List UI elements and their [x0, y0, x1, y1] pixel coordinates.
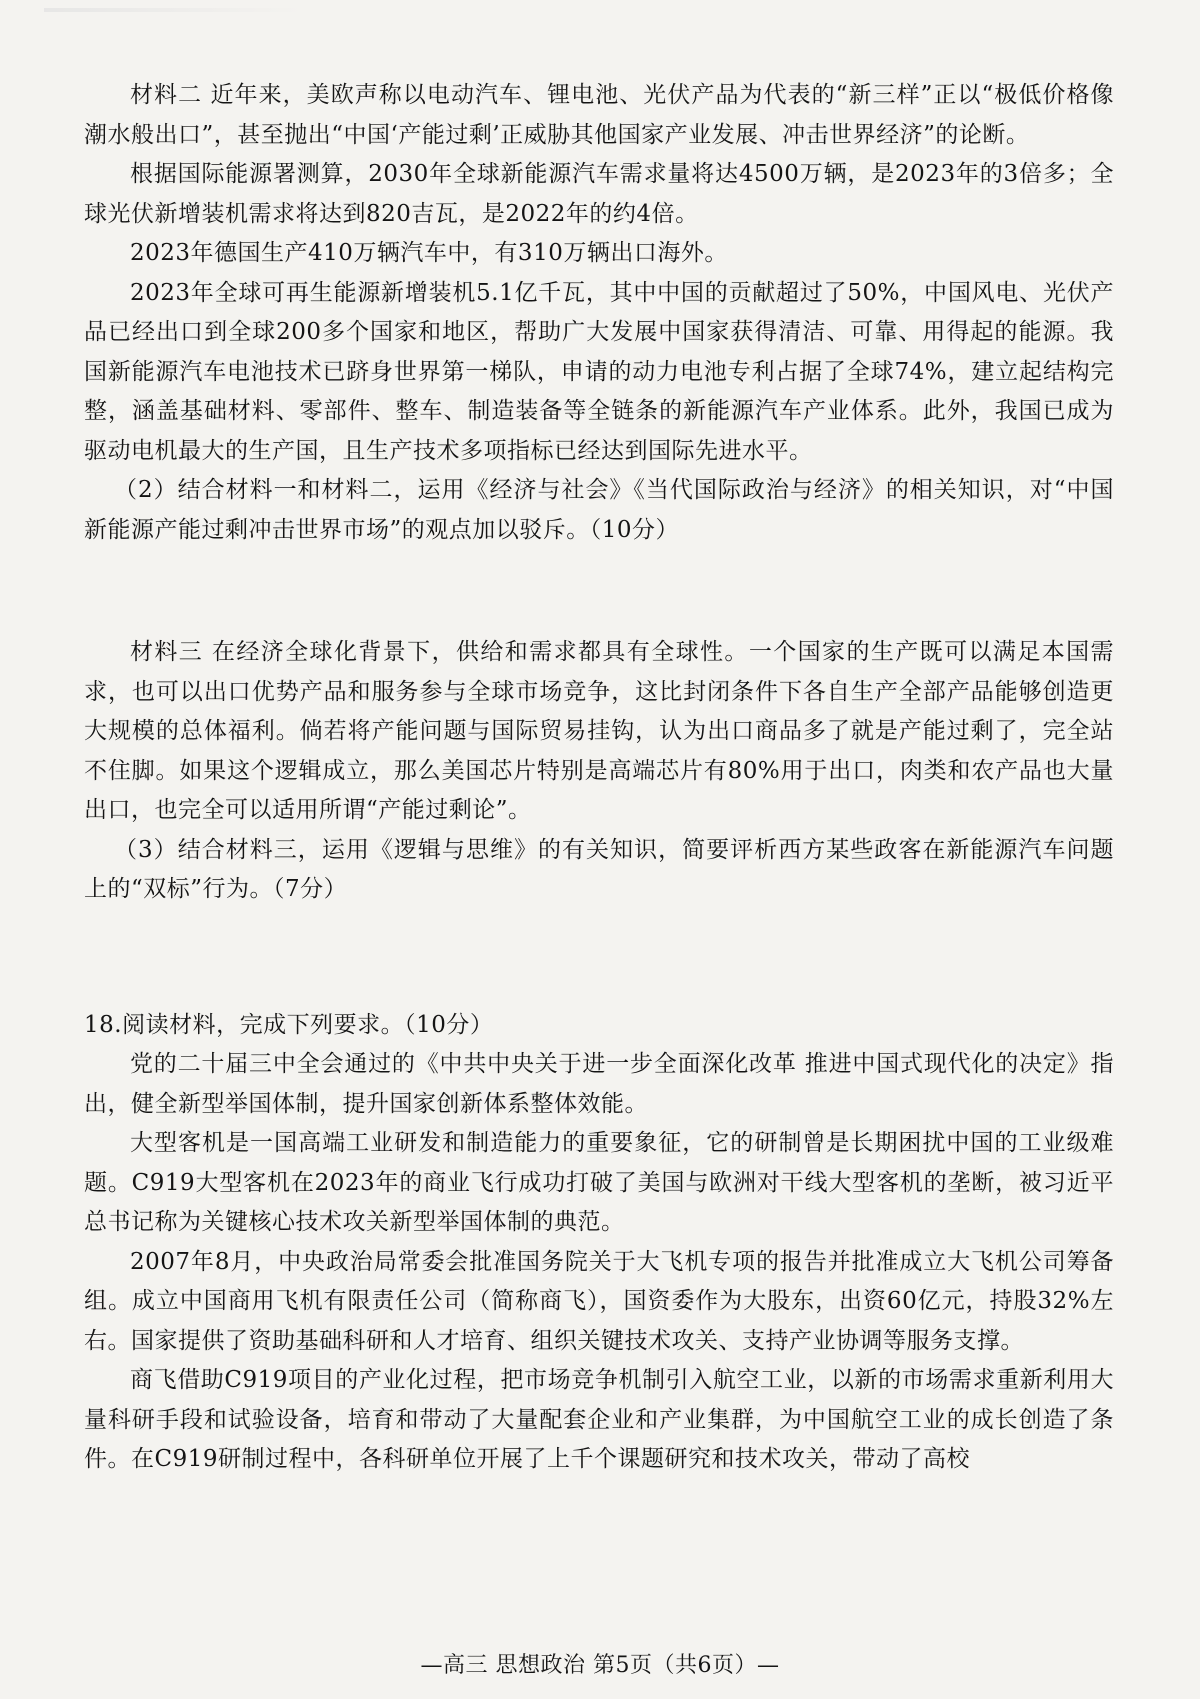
q18-paragraph-2: 大型客机是一国高端工业研发和制造能力的重要象征，它的研制曾是长期困扰中国的工业级难题。C919大型客机在2023年的商业飞行成功打破了美国与欧洲对干线大型客机的垄断，被习近平总书记称为关键核心技术攻关新型举国体制的典范。: [84, 1130, 1114, 1235]
page-footer: —高三 思想政治 第5页（共6页）—: [420, 1653, 780, 1678]
q18-paragraph-1: 党的二十届三中全会通过的《中共中央关于进一步全面深化改革 推进中国式现代化的决定》指出，健全新型举国体制，提升国家创新体系整体效能。: [84, 1051, 1114, 1117]
q18-paragraph-4: 商飞借助C919项目的产业化过程，把市场竞争机制引入航空工业，以新的市场需求重新利用大量科研手段和试验设备，培育和带动了大量配套企业和产业集群，为中国航空工业的成长创造了条件。在C919研制过程中，各科研单位开展了上千个课题研究和技术攻关，带动了高校: [84, 1367, 1114, 1472]
material-2-germany-data: 2023年德国生产410万辆汽车中，有310万辆出口海外。: [130, 240, 728, 266]
material-2-intro: 材料二 近年来，美欧声称以电动汽车、锂电池、光伏产品为代表的“新三样”正以“极低价格像潮水般出口”，甚至抛出“中国‘产能过剩’正威胁其他国家产业发展、冲击世界经济”的论断。: [84, 82, 1114, 148]
question-3: （3）结合材料三，运用《逻辑与思维》的有关知识，简要评析西方某些政客在新能源汽车问题上的“双标”行为。（7分）: [84, 836, 1114, 902]
q18-paragraph-3: 2007年8月，中央政治局常委会批准国务院关于大飞机专项的报告并批准成立大飞机公司筹备组。成立中国商用飞机有限责任公司（简称商飞），国资委作为大股东，出资60亿元，持股32%左右。国家提供了资助基础科研和人才培育、组织关键技术攻关、支持产业协调等服务支撑。: [84, 1248, 1114, 1354]
answer-space-3: [84, 910, 1114, 1006]
material-3: 材料三 在经济全球化背景下，供给和需求都具有全球性。一个国家的生产既可以满足本国需求，也可以出口优势产品和服务参与全球市场竞争，这比封闭条件下各自生产全部产品能够创造更大规模的总体福利。倘若将产能问题与国际贸易挂钩，认为出口商品多了就是产能过剩了，完全站不住脚。如果这个逻辑成立，那么美国芯片特别是高端芯片有80%用于出口，肉类和农产品也大量出口，也完全可以适用所谓“产能过剩论”。: [84, 639, 1114, 823]
answer-space-2: [84, 550, 1114, 633]
question-18-title: 18.阅读材料，完成下列要求。（10分）: [84, 1011, 494, 1038]
material-2-china-contribution: 2023年全球可再生能源新增装机5.1亿千瓦，其中中国的贡献超过了50%，中国风电、光伏产品已经出口到全球200多个国家和地区，帮助广大发展中国家获得清洁、可靠、用得起的能源。我国新能源汽车电池技术已跻身世界第一梯队，申请的动力电池专利占据了全球74%，建立起结构完整，涵盖基础材料、零部件、整车、制造装备等全链条的新能源汽车产业体系。此外，我国已成为驱动电机最大的生产国，且生产技术多项指标已经达到国际先进水平。: [84, 279, 1114, 464]
page-content: [84, 76, 1114, 1480]
question-2: （2）结合材料一和材料二，运用《经济与社会》《当代国际政治与经济》的相关知识，对“中国新能源产能过剩冲击世界市场”的观点加以驳斥。（10分）: [84, 477, 1114, 543]
material-2-iea-data: 根据国际能源署测算，2030年全球新能源汽车需求量将达4500万辆，是2023年的3倍多；全球光伏新增装机需求将达到820吉瓦，是2022年的约4倍。: [84, 161, 1114, 227]
scan-artifact: [44, 8, 304, 12]
